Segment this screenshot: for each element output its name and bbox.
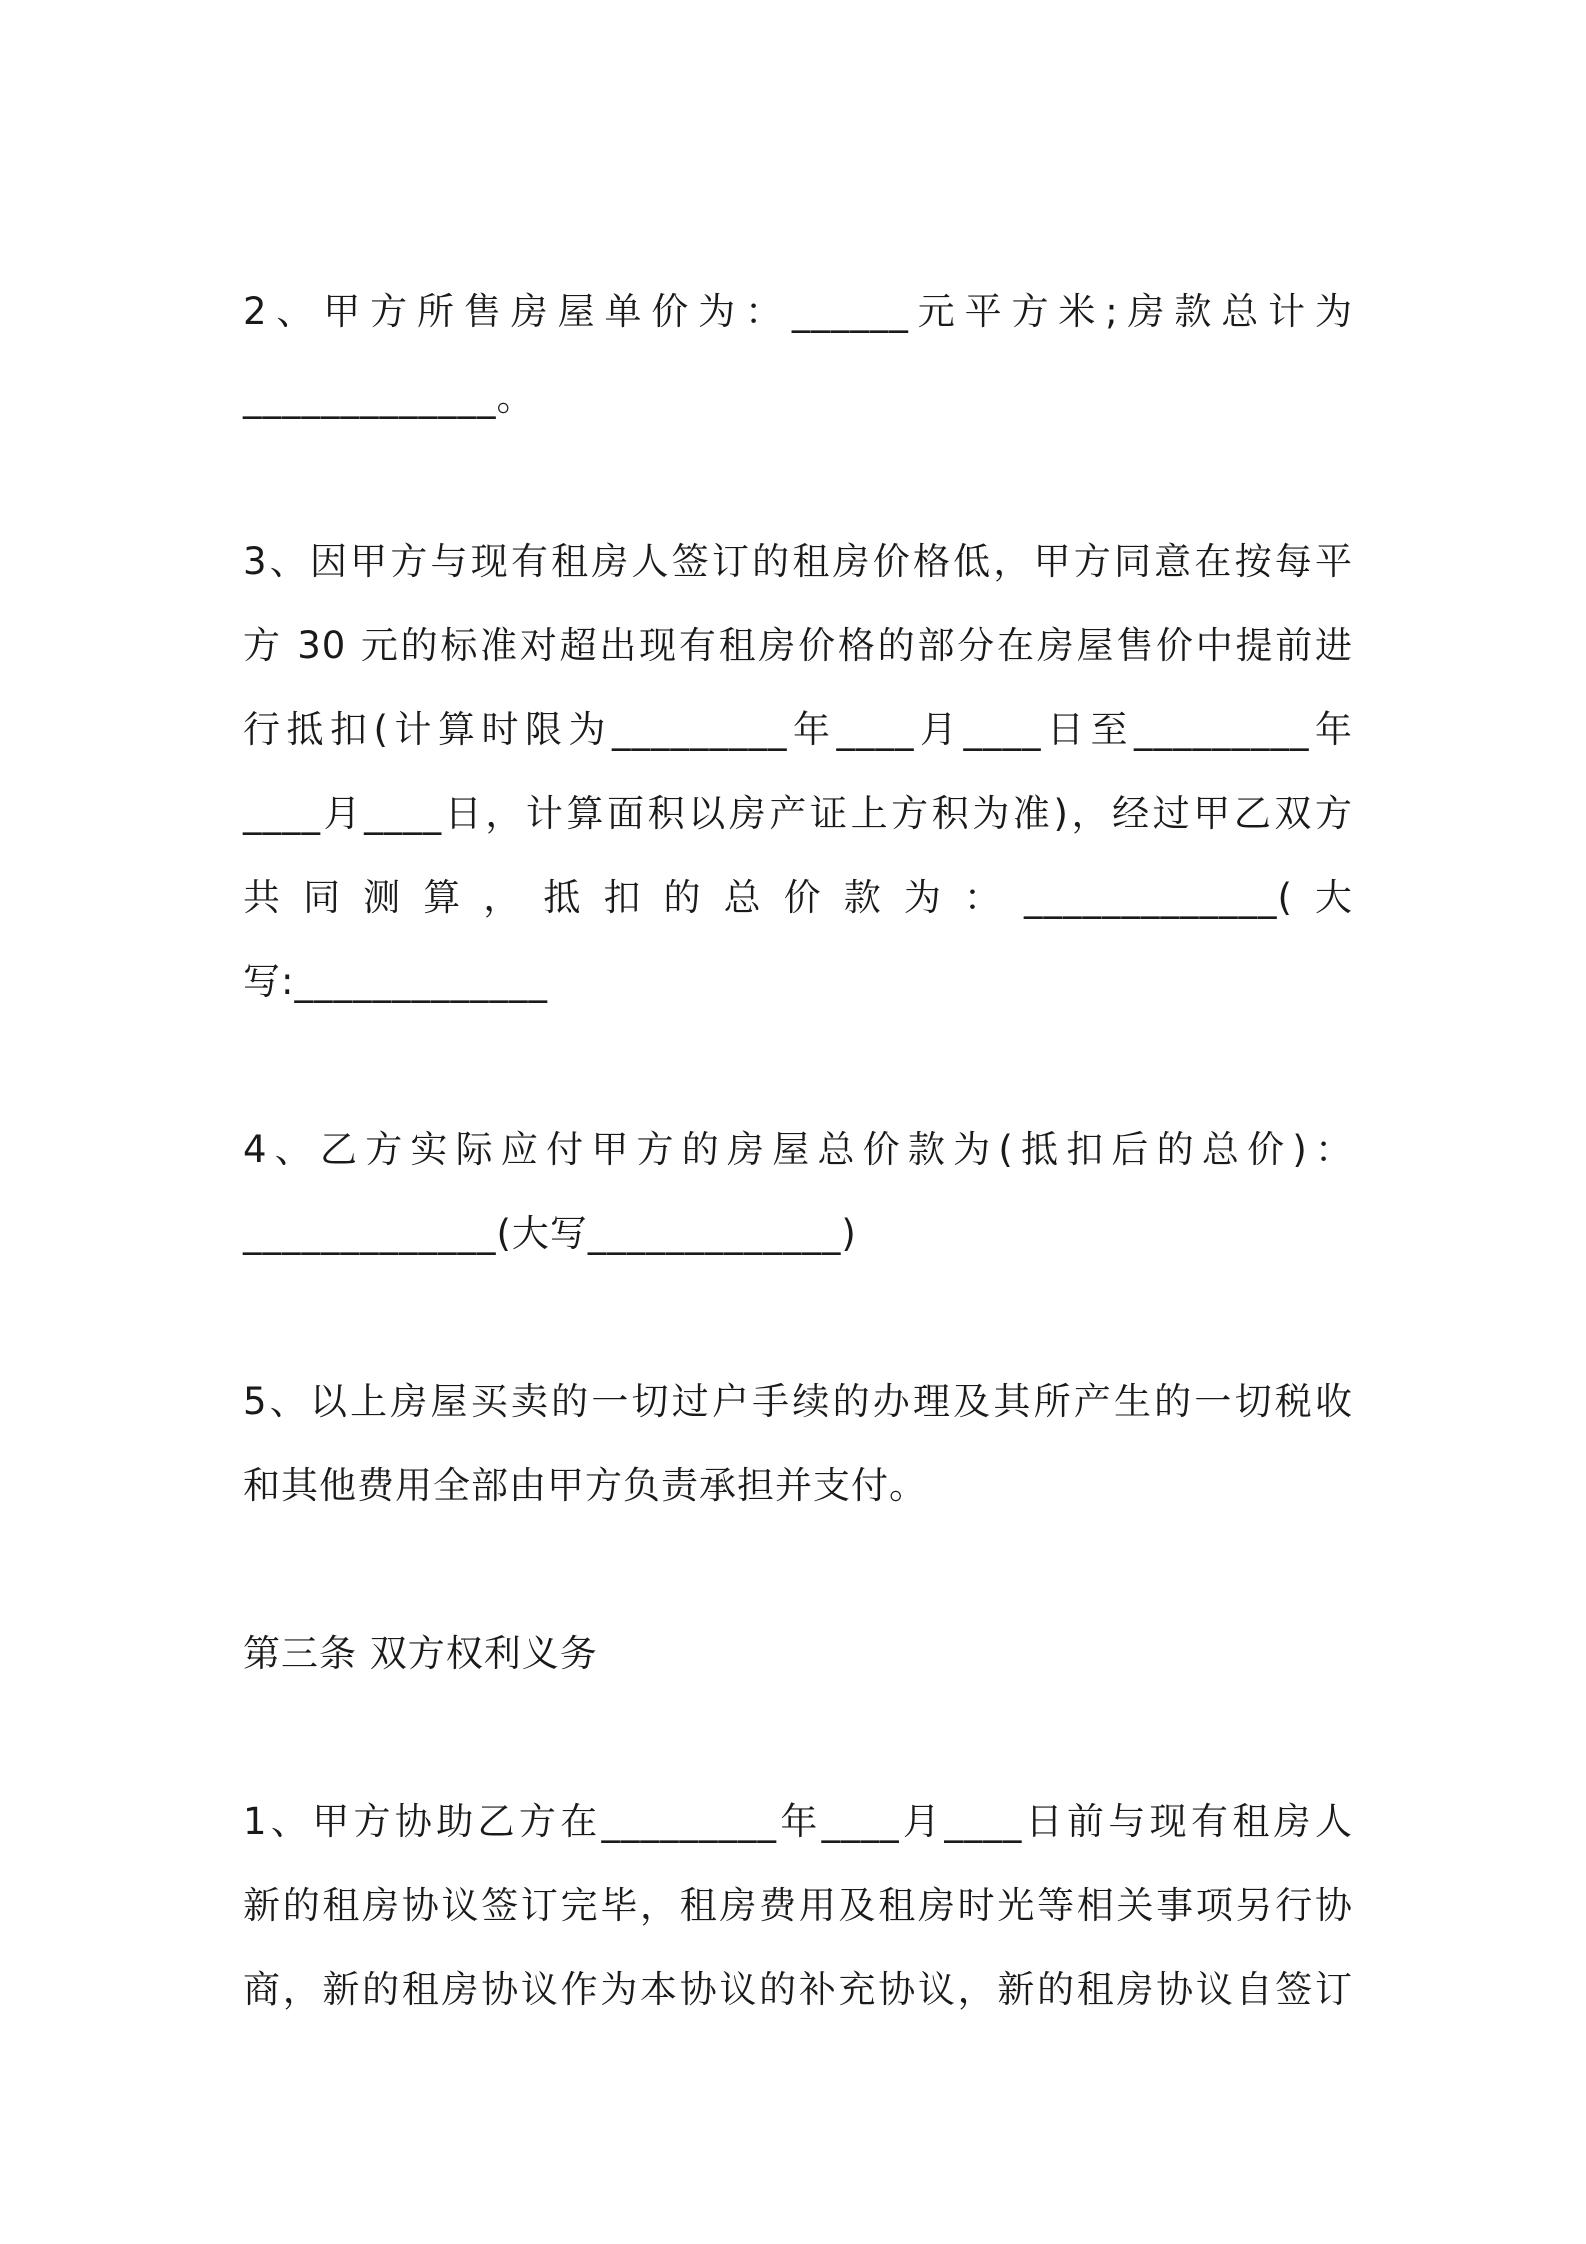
clause-4-line-1: 4、乙方实际应付甲方的房屋总价款为(抵扣后的总价)：	[243, 1128, 1353, 1171]
clause-3-line-3: 行抵扣(计算时限为_________年____月____日至_________年	[243, 708, 1353, 751]
clause-2-line-1: 2、甲方所售房屋单价为：______元平方米;房款总计为	[243, 290, 1353, 333]
clause-5-line-2: 和其他费用全部由甲方负责承担并支付。	[243, 1464, 927, 1507]
clause-2-line-2: _____________。	[243, 376, 535, 419]
clause-3-line-4: ____月____日，计算面积以房产证上方积为准)，经过甲乙双方	[243, 792, 1353, 835]
clause-3-line-1: 3、因甲方与现有租房人签订的租房价格低，甲方同意在按每平	[243, 540, 1353, 583]
article-3-clause-1-line-2: 新的租房协议签订完毕，租房费用及租房时光等相关事项另行协	[243, 1884, 1353, 1927]
clause-3-line-6: 写:_____________	[243, 960, 548, 1003]
clause-5-line-1: 5、以上房屋买卖的一切过户手续的办理及其所产生的一切税收	[243, 1380, 1353, 1423]
article-3-clause-1-line-3: 商，新的租房协议作为本协议的补充协议，新的租房协议自签订	[243, 1968, 1353, 2011]
clause-4-line-2: _____________(大写_____________)	[243, 1212, 857, 1255]
article-3-clause-1-line-1: 1、甲方协助乙方在_________年____月____日前与现有租房人	[243, 1800, 1353, 1843]
article-3-heading: 第三条 双方权利义务	[243, 1632, 598, 1675]
clause-3-line-2: 方 30 元的标准对超出现有租房价格的部分在房屋售价中提前进	[243, 624, 1353, 667]
clause-3-line-5: 共同测算，抵扣的总价款为：_____________(大	[243, 876, 1353, 919]
